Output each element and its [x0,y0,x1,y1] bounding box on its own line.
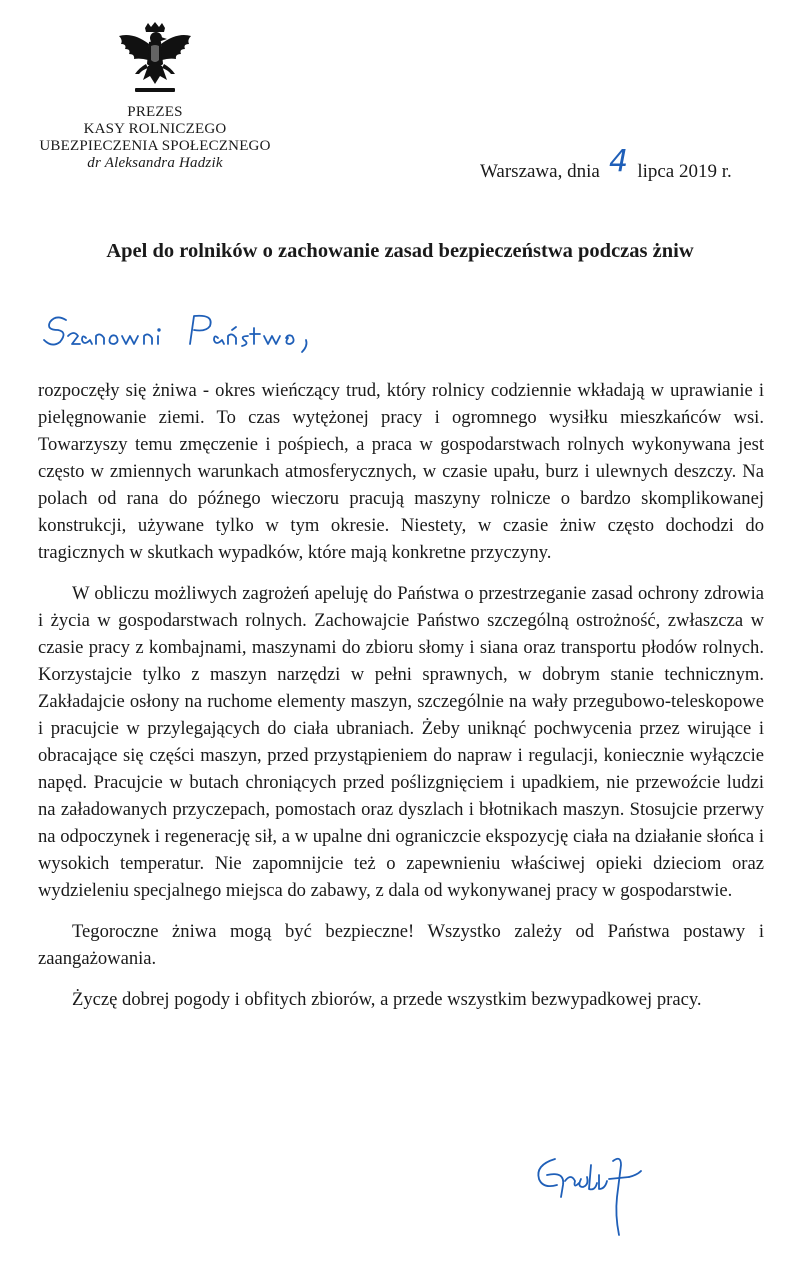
dateline-month-year: lipca 2019 r. [637,161,732,182]
letterhead-line: KASY ROLNICZEGO [83,121,227,137]
letterhead-line: UBEZPIECZENIA SPOŁECZNEGO [39,138,271,154]
dateline [480,144,780,185]
letterhead-line: PREZES [127,104,183,120]
letterhead-name: dr Aleksandra Hadzik [87,155,223,171]
polish-eagle-icon [115,22,195,100]
handwritten-salutation [38,300,358,360]
dateline-place: Warszawa, dnia [480,161,600,182]
paragraph: W obliczu możliwych zagrożeń apeluję do Państwa o przestrzeganie zasad ochrony zdrowia i życia w gospodarstwach rolnych. Zachowajcie Państwo szczególną ostrożność, zwłaszcza w czasie pracy z kombajnami, maszynami do zbioru słomy i siana oraz transportu płodów rolnych. Korzystajcie tylko z maszyn narzędzi w pełni sprawnych, w dobrym stanie technicznym. Zakładajcie osłony na ruchome elementy maszyn, szczególnie na wały przegubowo-teleskopowe i pracujcie w przylegających do ciała ubraniach. Żeby uniknąć pochwycenia przez wirujące i obracające się części maszyn, przed przystąpieniem do napraw i regulacji, koniecznie wyłączcie napęd. Pracujcie w butach chroniących przed poślizgnięciem i upadkiem, nie przewoźcie ludzi na załadowanych przyczepach, pomostach oraz dyszlach i błotnikach maszyn. Stosujcie przerwy na odpoczynek i regenerację sił, a w upalne dni ograniczcie ekspozycję ciała na działanie słońca i wysokich temperatur. Nie zapomnijcie też o zapewnieniu właściwej opieki dzieciom oraz wydzieleniu specjalnego miejsca do zabawy, z dala od wykonywanej pracy w gospodarstwie. [38,583,764,901]
letter-body [38,377,764,1027]
paragraph: Tegoroczne żniwa mogą być bezpieczne! Wszystko zależy od Państwa postawy i zaangażowania. [38,921,764,969]
paragraph: Życzę dobrej pogody i obfitych zbiorów, a przede wszystkim bezwypadkowej pracy. [72,989,702,1010]
document-title: Apel do rolników o zachowanie zasad bezpieczeństwa podczas żniw [106,240,694,262]
handwritten-signature [525,1145,675,1245]
letterhead [30,104,280,172]
dateline-day-handwritten: 4 [609,144,629,179]
paragraph: rozpoczęły się żniwa - okres wieńczący trud, który rolnicy codziennie wkładają w uprawianie i pielęgnowanie ziemi. To czas wytężonej pracy i ogromnego wysiłku mieszkańców wsi. Towarzyszy temu zmęczenie i pośpiech, a praca w gospodarstwach rolnych wykonywana jest często w zmiennych warunkach atmosferycznych, w czasie upału, burz i ulewnych deszczy. Na polach od rana do późnego wieczoru pracują maszyny rolnicze o bardzo skomplikowanej konstrukcji, używane tylko w tym okresie. Niestety, w czasie żniw często dochodzi do tragicznych w skutkach wypadków, które mają konkretne przyczyny. [38,380,764,563]
